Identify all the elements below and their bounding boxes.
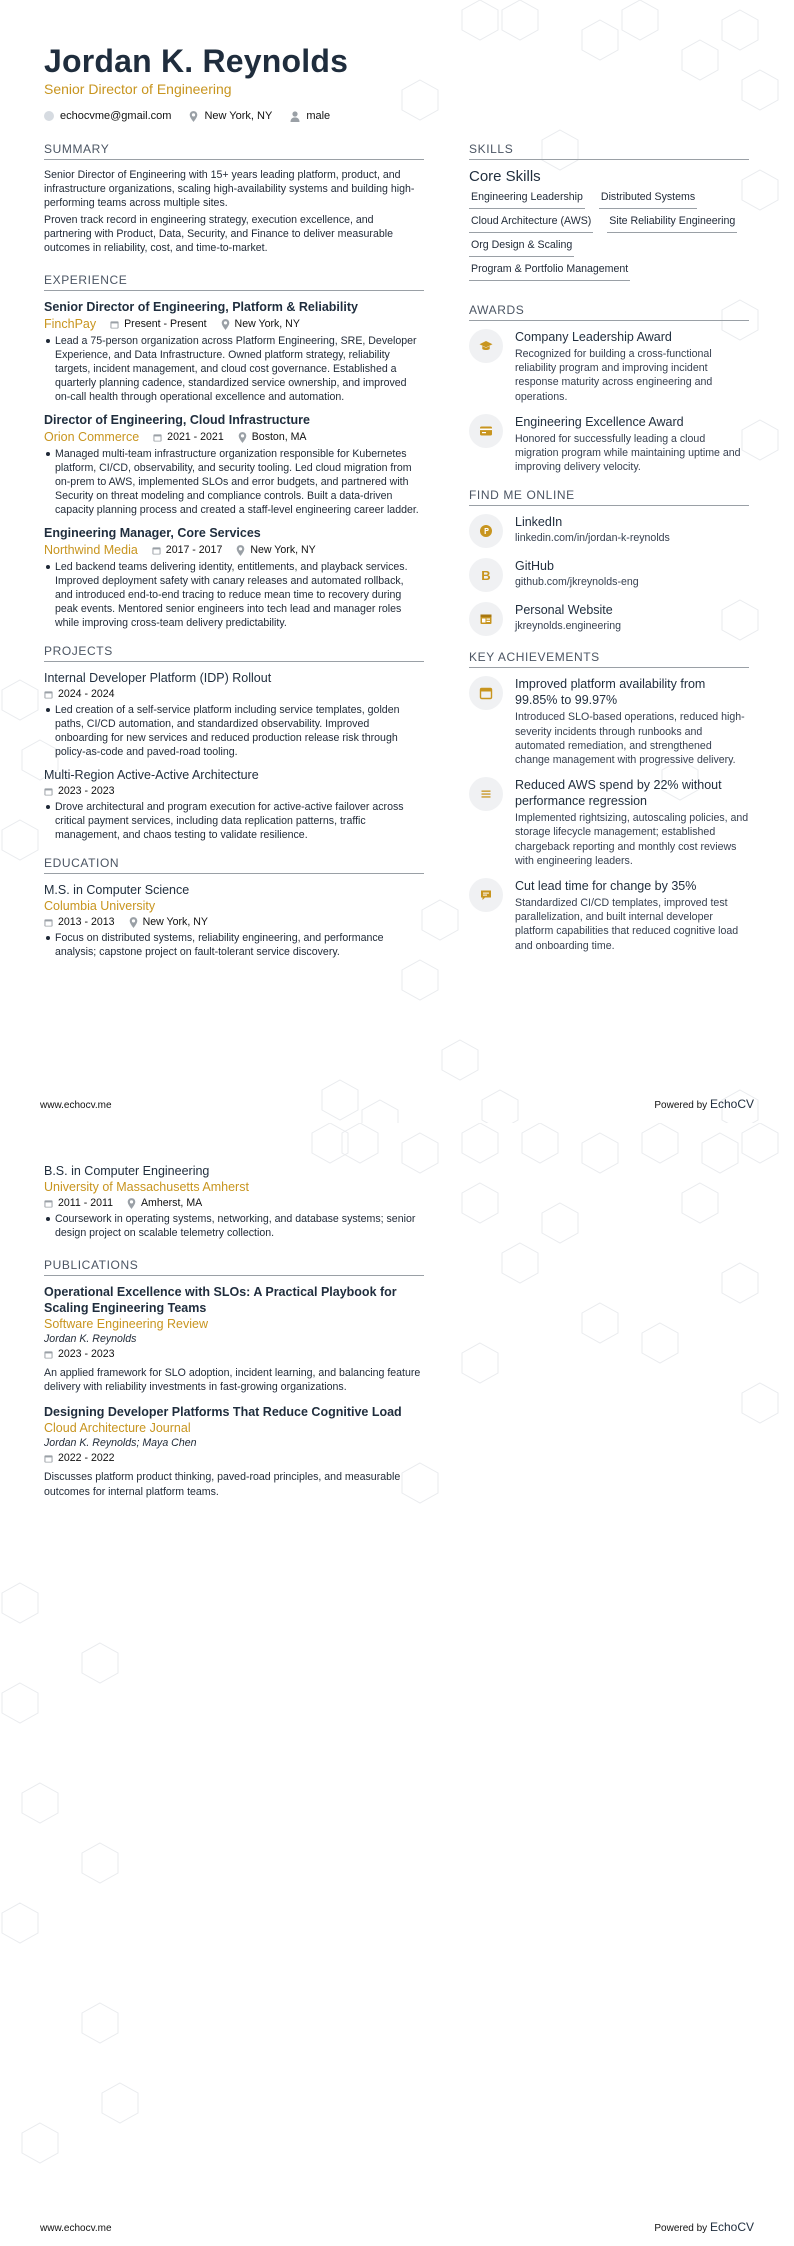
resume-header (44, 42, 764, 122)
online-heading: FIND ME ONLINE (469, 488, 749, 506)
project-title: Internal Developer Platform (IDP) Rollout (44, 671, 272, 686)
skill-tag: Program & Portfolio Management (469, 261, 630, 281)
education-item (44, 1163, 424, 1240)
calendar-icon (44, 690, 53, 699)
project-bullets (44, 703, 424, 759)
publication-dates (44, 1348, 115, 1360)
job-meta (44, 430, 424, 444)
education-bullets (44, 931, 424, 959)
job-dates-text: Present - Present (124, 318, 207, 331)
education-location-text: New York, NY (142, 916, 208, 929)
publication-authors: Jordan K. Reynolds (44, 1333, 137, 1345)
job-dates-text: 2021 - 2021 (167, 431, 224, 444)
achievement-icon-circle (469, 878, 503, 912)
experience-item (44, 299, 424, 404)
achievement-desc: Standardized CI/CD templates, improved test parallelization, and built internal developer platform capabilities that reduced cognitive load and onboarding time. (515, 897, 739, 952)
company-name: Orion Commerce (44, 430, 140, 445)
online-url[interactable]: jkreynolds.engineering (515, 620, 622, 633)
achievement-item (469, 777, 749, 868)
online-label: GitHub (515, 559, 554, 574)
education-dates (44, 916, 115, 928)
job-title: Senior Director of Engineering, Platform & Reliability (44, 300, 358, 315)
linkedin-icon (479, 524, 493, 538)
job-bullet: Managed multi-team infrastructure organization responsible for Kubernetes platform, CI/CD, observability, and security tooling. Led cloud migration from on-prem to AWS, implemented SLOs and error budgets, and partnered with Security on threat modeling and compliance controls. Built a data-driven capacity planning process and created a staff-level engineering career ladder. (44, 447, 424, 517)
brand-name[interactable]: EchoCV (709, 1097, 754, 1111)
summary-section (44, 142, 424, 255)
job-dates (152, 544, 223, 556)
project-title: Multi-Region Active-Active Architecture (44, 768, 259, 783)
brand-name[interactable]: EchoCV (709, 2220, 754, 2234)
job-title: Director of Engineering, Cloud Infrastructure (44, 413, 310, 428)
job-bullets (44, 334, 424, 404)
skills-group-title: Core Skills (469, 168, 541, 185)
calendar-icon (44, 918, 53, 927)
left-column-page-2 (44, 1163, 424, 1507)
education-degree: M.S. in Computer Science (44, 883, 190, 898)
email-text: echocvme@gmail.com (60, 110, 172, 122)
job-bullets (44, 560, 424, 630)
skill-tag: Cloud Architecture (AWS) (469, 213, 593, 233)
publication-authors: Jordan K. Reynolds; Maya Chen (44, 1437, 197, 1450)
project-item (44, 670, 424, 759)
job-location (238, 431, 307, 443)
email-icon (44, 111, 54, 121)
publication-dates (44, 1452, 115, 1464)
achievements-section (469, 650, 749, 952)
project-dates (44, 785, 115, 797)
calendar-icon (153, 433, 162, 442)
github-icon: B (481, 567, 491, 583)
publication-title: Designing Developer Platforms That Reduce Cognitive Load (44, 1405, 402, 1420)
education-meta (44, 916, 424, 928)
online-icon-circle (469, 602, 503, 636)
job-meta (44, 317, 424, 331)
education-location (127, 1197, 202, 1209)
calendar-icon (110, 320, 119, 329)
achievement-desc: Introduced SLO-based operations, reduced high-severity incidents through runbooks and automated remediation, and strengthened change management with progressive delivery. (515, 711, 745, 767)
powered-by-text: Powered by (654, 1100, 708, 1111)
location-pin-icon (236, 545, 245, 556)
experience-section (44, 273, 424, 630)
calendar-icon (152, 546, 161, 555)
job-bullet: Lead a 75-person organization across Platform Engineering, SRE, Developer Experience, and Data Infrastructure. Owned platform strategy, reliability targets, incident management, and cloud cost governance. Established a quarterly planning cadence, standardized service ownership, and improved on-call health through operational excellence and automation. (44, 334, 424, 404)
achievement-title: Cut lead time for change by 35% (515, 879, 697, 894)
award-title: Company Leadership Award (515, 330, 672, 344)
footer-site-link[interactable]: www.echocv.me (40, 2223, 112, 2234)
publication-journal: Cloud Architecture Journal (44, 1421, 191, 1436)
award-item (469, 329, 749, 404)
education-bullet: Focus on distributed systems, reliability engineering, and performance analysis; capstone project on fault-tolerant service discovery. (44, 931, 424, 959)
summary-paragraph-1: Senior Director of Engineering with 15+ years leading platform, product, and infrastructure organizations, scaling high-availability systems and building high-performing teams across multiple sites. (44, 169, 415, 210)
education-section (44, 856, 424, 959)
job-dates-text: 2017 - 2017 (165, 544, 223, 557)
award-desc: Recognized for building a cross-functional reliability program and improving incident response maturity across engineering and operations. (515, 348, 713, 403)
graduation-cap-icon (479, 339, 493, 353)
education-dates-text: 2011 - 2011 (58, 1197, 113, 1209)
education-meta (44, 1197, 424, 1209)
projects-section (44, 644, 424, 842)
person-icon (290, 111, 300, 122)
contact-gender (290, 110, 330, 122)
location-pin-icon (127, 1198, 136, 1209)
footer-site-link[interactable]: www.echocv.me (40, 1100, 112, 1111)
awards-heading: AWARDS (469, 303, 749, 321)
job-location-text: Boston, MA (251, 431, 307, 444)
online-url[interactable]: github.com/jkreynolds-eng (515, 576, 639, 589)
company-name: Northwind Media (44, 543, 138, 558)
education-bullet: Coursework in operating systems, networking, and database systems; senior design project on scalable telemetry collection. (44, 1212, 424, 1240)
contact-email[interactable] (44, 110, 171, 122)
online-icon-circle (469, 514, 503, 548)
award-title: Engineering Excellence Award (515, 414, 684, 429)
job-bullets (44, 447, 424, 517)
card-icon (479, 424, 493, 438)
candidate-role: Senior Director of Engineering (44, 81, 232, 97)
achievement-item (469, 878, 749, 953)
job-title: Engineering Manager, Core Services (44, 526, 261, 541)
right-column (469, 142, 749, 963)
publication-desc: Discusses platform product thinking, paved-road principles, and measurable outcomes for internal platform teams. (44, 1471, 401, 1498)
list-icon (479, 787, 493, 801)
company-name: FinchPay (44, 317, 97, 332)
job-location (236, 544, 315, 556)
education-location-text: Amherst, MA (140, 1197, 203, 1209)
award-icon-circle (469, 414, 503, 448)
online-section (469, 488, 749, 636)
education-dates (44, 1197, 113, 1209)
experience-item (44, 525, 424, 630)
calendar-icon (44, 1199, 53, 1208)
location-pin-icon (189, 111, 198, 122)
awards-section (469, 303, 749, 474)
online-item-website[interactable] (469, 602, 749, 636)
skills-section (469, 142, 749, 281)
online-label: LinkedIn (515, 515, 563, 530)
skills-heading: SKILLS (469, 142, 749, 160)
chat-icon (479, 888, 493, 902)
education-location (129, 916, 208, 928)
education-school: Columbia University (44, 899, 156, 914)
project-bullet: Drove architectural and program execution for active-active failover across critical payment services, including data replication patterns, traffic management, and chaos testing to validate resilience. (44, 800, 424, 842)
publication-desc: An applied framework for SLO adoption, incident learning, and balancing feature delivery with reliability investments in fast-growing organizations. (44, 1367, 421, 1394)
job-location-text: New York, NY (250, 544, 316, 557)
online-label: Personal Website (515, 603, 613, 618)
achievement-title: Improved platform availability from 99.85% to 99.97% (515, 677, 706, 708)
skill-tags (469, 189, 749, 281)
education-degree: B.S. in Computer Engineering (44, 1164, 210, 1178)
publication-journal: Software Engineering Review (44, 1317, 208, 1331)
skill-tag: Org Design & Scaling (469, 237, 574, 257)
job-dates (153, 431, 224, 443)
footer-powered (654, 2220, 754, 2234)
calendar-icon (44, 1350, 53, 1359)
publications-heading: PUBLICATIONS (44, 1258, 424, 1276)
publication-item (44, 1284, 424, 1394)
job-bullet: Led backend teams delivering identity, entitlements, and playback services. Improved deployment safety with canary releases and automated rollback, and introduced end-to-end tracing to reduce mean time to recovery during peak events. Mentored senior engineers into tech lead and manager roles while improving cross-team delivery predictability. (44, 560, 424, 630)
location-pin-icon (221, 319, 230, 330)
job-meta (44, 543, 424, 557)
award-item (469, 414, 749, 475)
experience-heading: EXPERIENCE (44, 273, 424, 291)
contact-location (189, 110, 272, 122)
left-column (44, 142, 424, 967)
page-footer (40, 1091, 754, 1111)
gender-text: male (306, 110, 331, 122)
project-bullet: Led creation of a self-service platform including service templates, golden paths, CI/CD automation, and standardized observability. Improved onboarding for new services and reduced production release risk through policy-as-code and paved-road tooling. (44, 703, 424, 759)
summary-heading: SUMMARY (44, 142, 424, 160)
location-pin-icon (129, 917, 138, 928)
achievement-title: Reduced AWS spend by 22% without performance regression (515, 778, 722, 809)
achievement-item (469, 676, 749, 767)
job-location (221, 318, 300, 330)
publication-dates-text: 2023 - 2023 (58, 1348, 115, 1360)
summary-paragraph-2: Proven track record in engineering strategy, execution excellence, and partnering with Product, Data, Security, and Finance to deliver measurable outcomes in reliability, cost, and time-to-market. (44, 213, 393, 255)
candidate-name: Jordan K. Reynolds (44, 43, 349, 79)
job-location-text: New York, NY (234, 318, 300, 331)
project-dates (44, 688, 115, 700)
achievement-icon-circle (469, 676, 503, 710)
education-heading: EDUCATION (44, 856, 424, 874)
award-desc: Honored for successfully leading a cloud migration program while maintaining uptime and improving delivery velocity. (515, 432, 741, 474)
calendar-icon (44, 1454, 53, 1463)
achievement-icon-circle (469, 777, 503, 811)
calendar-icon (44, 787, 53, 796)
job-dates (110, 318, 206, 330)
education-dates-text: 2013 - 2013 (58, 916, 115, 929)
online-icon-circle (469, 558, 503, 592)
publications-section (44, 1258, 424, 1499)
footer-powered (654, 1097, 754, 1111)
location-text: New York, NY (204, 110, 273, 122)
publication-meta (44, 1348, 424, 1360)
project-item (44, 767, 424, 842)
publication-dates-text: 2022 - 2022 (58, 1452, 115, 1465)
online-url[interactable]: linkedin.com/in/jordan-k-reynolds (515, 532, 670, 545)
calendar-icon (479, 686, 493, 700)
education-item (44, 882, 424, 959)
achievements-heading: KEY ACHIEVEMENTS (469, 650, 749, 668)
education-school: University of Massachusetts Amherst (44, 1180, 249, 1194)
publication-title: Operational Excellence with SLOs: A Practical Playbook for Scaling Engineering Teams (44, 1285, 397, 1315)
education-bullets (44, 1212, 424, 1240)
online-item-linkedin[interactable] (469, 514, 749, 548)
online-item-github[interactable] (469, 558, 749, 592)
experience-item (44, 412, 424, 517)
project-dates-text: 2023 - 2023 (58, 785, 115, 798)
project-meta (44, 785, 424, 797)
achievement-desc: Implemented rightsizing, autoscaling policies, and storage lifecycle management; established chargeback reporting and monthly cost reviews with engineering leaders. (515, 812, 749, 867)
publication-item (44, 1404, 424, 1498)
skill-tag: Site Reliability Engineering (607, 213, 737, 233)
project-dates-text: 2024 - 2024 (58, 688, 115, 701)
website-icon (479, 612, 493, 626)
page-footer (40, 2214, 754, 2234)
location-pin-icon (238, 432, 247, 443)
project-meta (44, 688, 424, 700)
skill-tag: Distributed Systems (599, 189, 697, 209)
publication-meta (44, 1452, 424, 1464)
project-bullets (44, 800, 424, 842)
resume-page-2 (0, 1123, 794, 2246)
skill-tag: Engineering Leadership (469, 189, 585, 209)
award-icon-circle (469, 329, 503, 363)
contact-row (44, 110, 764, 122)
powered-by-text: Powered by (654, 2223, 708, 2234)
projects-heading: PROJECTS (44, 644, 424, 662)
